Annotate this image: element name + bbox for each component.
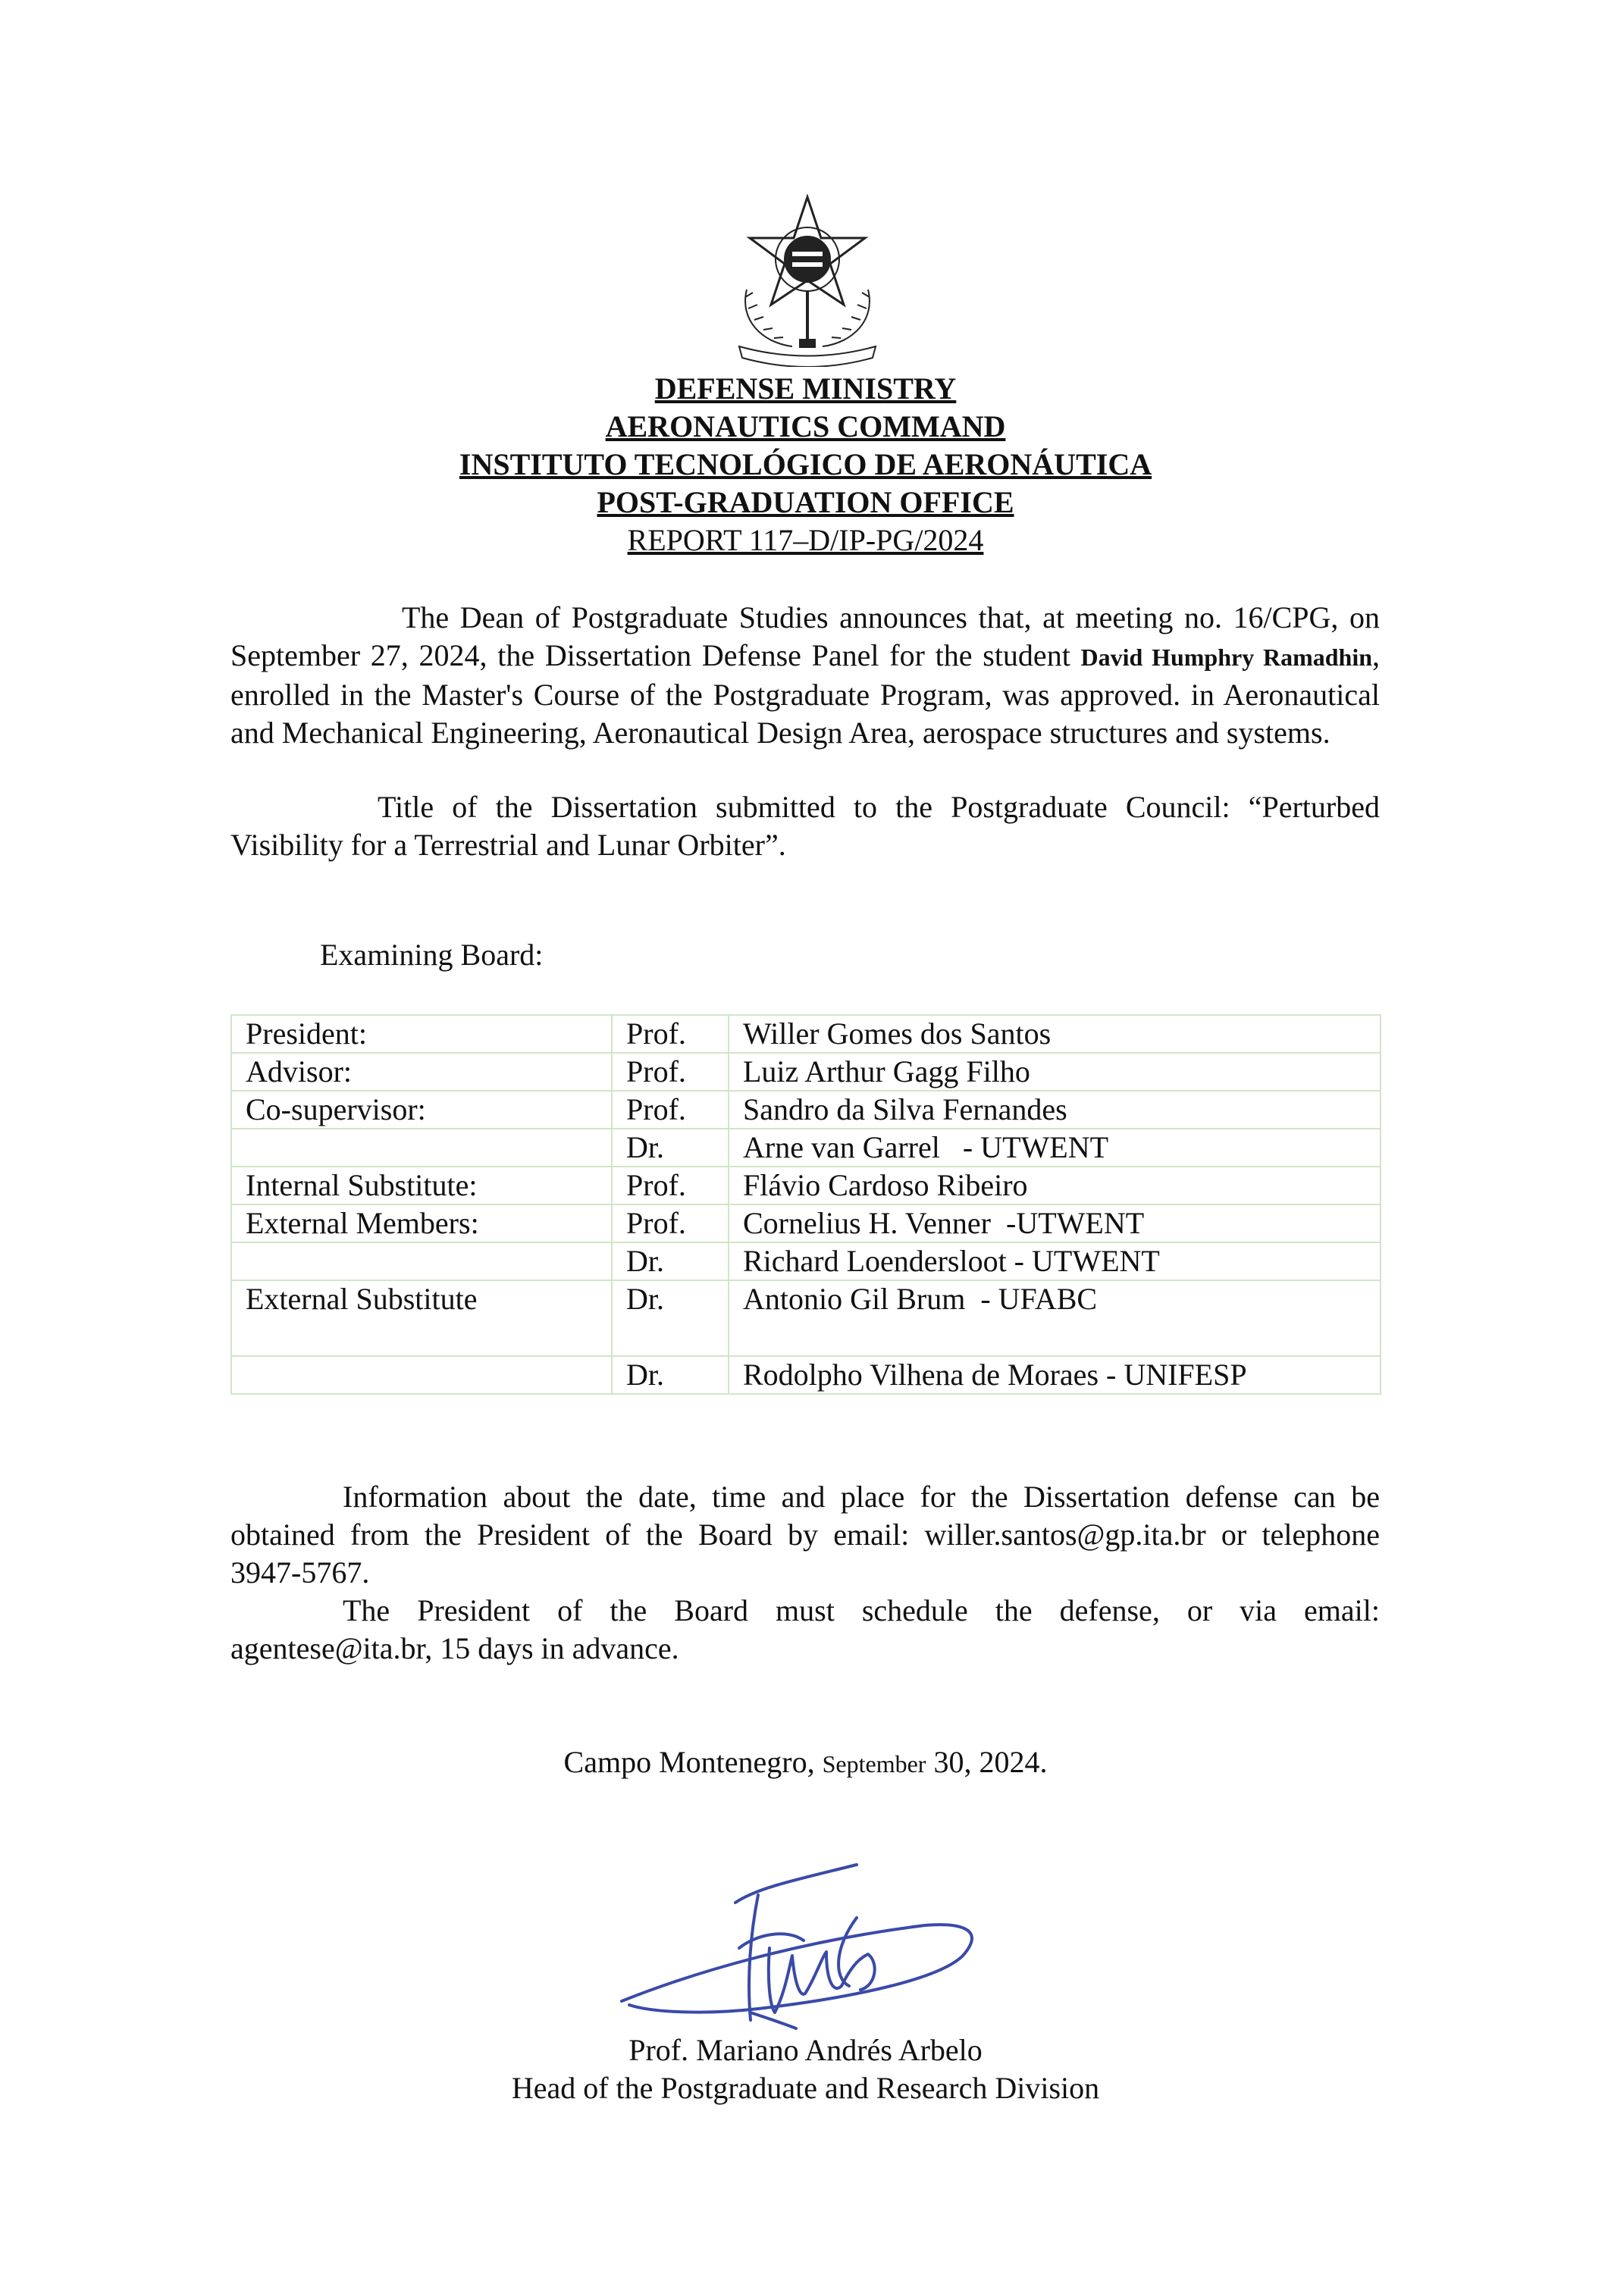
board-title: Prof. [612,1091,729,1129]
dissertation-title: Title of the Dissertation submitted to the Postgraduate Council: “Perturbed Visibility for a Terrestrial and Lunar Orbiter”. [230,790,1380,862]
board-role: Co-supervisor: [231,1091,612,1129]
board-title: Prof. [612,1204,729,1242]
board-member-name: Willer Gomes dos Santos [729,1015,1381,1053]
board-member-name: Cornelius H. Venner -UTWENT [729,1204,1381,1242]
schedule-line: agentese@ita.br, 15 days in advance. [230,1631,679,1665]
document-header [0,370,1611,559]
board-role: External Members: [231,1204,612,1242]
info-paragraph [230,1478,1380,1668]
announcement-paragraph [230,599,1380,752]
signatory-name: Prof. Mariano Andrés Arbelo [628,2033,983,2067]
table-row [231,1091,1381,1129]
board-member-name: Rodolpho Vilhena de Moraes - UNIFESP [729,1356,1381,1394]
board-role: Internal Substitute: [231,1167,612,1204]
handwritten-signature [606,1857,993,2031]
table-row [231,1015,1381,1053]
examining-board-label: Examining Board: [320,938,544,972]
board-member-name: Antonio Gil Brum - UFABC [729,1280,1381,1356]
place-and-date [0,1743,1611,1783]
info-line: 3947-5767. [230,1555,370,1590]
report-number: REPORT 117–D/IP-PG/2024 [627,523,984,557]
board-title: Dr. [612,1356,729,1394]
info-line: obtained from the President of the Board by email: willer.santos@gp.ita.br or telephone [230,1518,1380,1552]
date-month: September [822,1750,926,1778]
board-role: External Substitute [231,1280,612,1356]
board-role [231,1356,612,1394]
student-name: David Humphry Ramadhin [1080,644,1373,671]
table-row [231,1129,1381,1167]
board-member-name: Sandro da Silva Fernandes [729,1091,1381,1129]
board-role [231,1129,612,1167]
board-title: Dr. [612,1242,729,1280]
examining-board-table [230,1014,1381,1395]
table-row [231,1356,1381,1394]
board-role [231,1242,612,1280]
table-row [231,1167,1381,1204]
place: Campo Montenegro, [563,1745,815,1779]
date-rest: 30, 2024. [933,1745,1048,1779]
header-ministry: DEFENSE MINISTRY [654,371,957,406]
header-command: AERONAUTICS COMMAND [605,409,1006,443]
title-paragraph [230,788,1380,864]
board-title: Dr. [612,1129,729,1167]
signatory-position: Head of the Postgraduate and Research Division [511,2071,1100,2105]
board-title: Prof. [612,1015,729,1053]
table-row [231,1053,1381,1091]
announcement-text-1: The Dean of Postgraduate Studies announces that, at meeting no. 16/CPG, on September 27, 2024, the Dissertation Defense Panel for the student [230,600,1380,672]
schedule-line: The President of the Board must schedule the defense, or via email: [343,1593,1380,1627]
board-member-name: Flávio Cardoso Ribeiro [729,1167,1381,1204]
coat-of-arms-seal [724,191,891,367]
header-institute: INSTITUTO TECNOLÓGICO DE AERONÁUTICA [459,447,1152,481]
table-row [231,1242,1381,1280]
header-office: POST-GRADUATION OFFICE [597,485,1014,519]
info-line: Information about the date, time and place for the Dissertation defense can be [343,1480,1380,1514]
board-role: President: [231,1015,612,1053]
board-title: Prof. [612,1053,729,1091]
board-title: Prof. [612,1167,729,1204]
board-title: Dr. [612,1280,729,1356]
table-row [231,1280,1381,1356]
announcement-text-2: , enrolled in the Master's Course of the Postgraduate Program, was approved. in Aeronautical and Mechanical Engineering, Aeronautical Design Area, aerospace structures and systems. [230,638,1381,750]
board-member-name: Arne van Garrel - UTWENT [729,1129,1381,1167]
table-row [231,1204,1381,1242]
board-role: Advisor: [231,1053,612,1091]
board-member-name: Luiz Arthur Gagg Filho [729,1053,1381,1091]
signatory-block [0,2031,1611,2107]
board-member-name: Richard Loendersloot - UTWENT [729,1242,1381,1280]
